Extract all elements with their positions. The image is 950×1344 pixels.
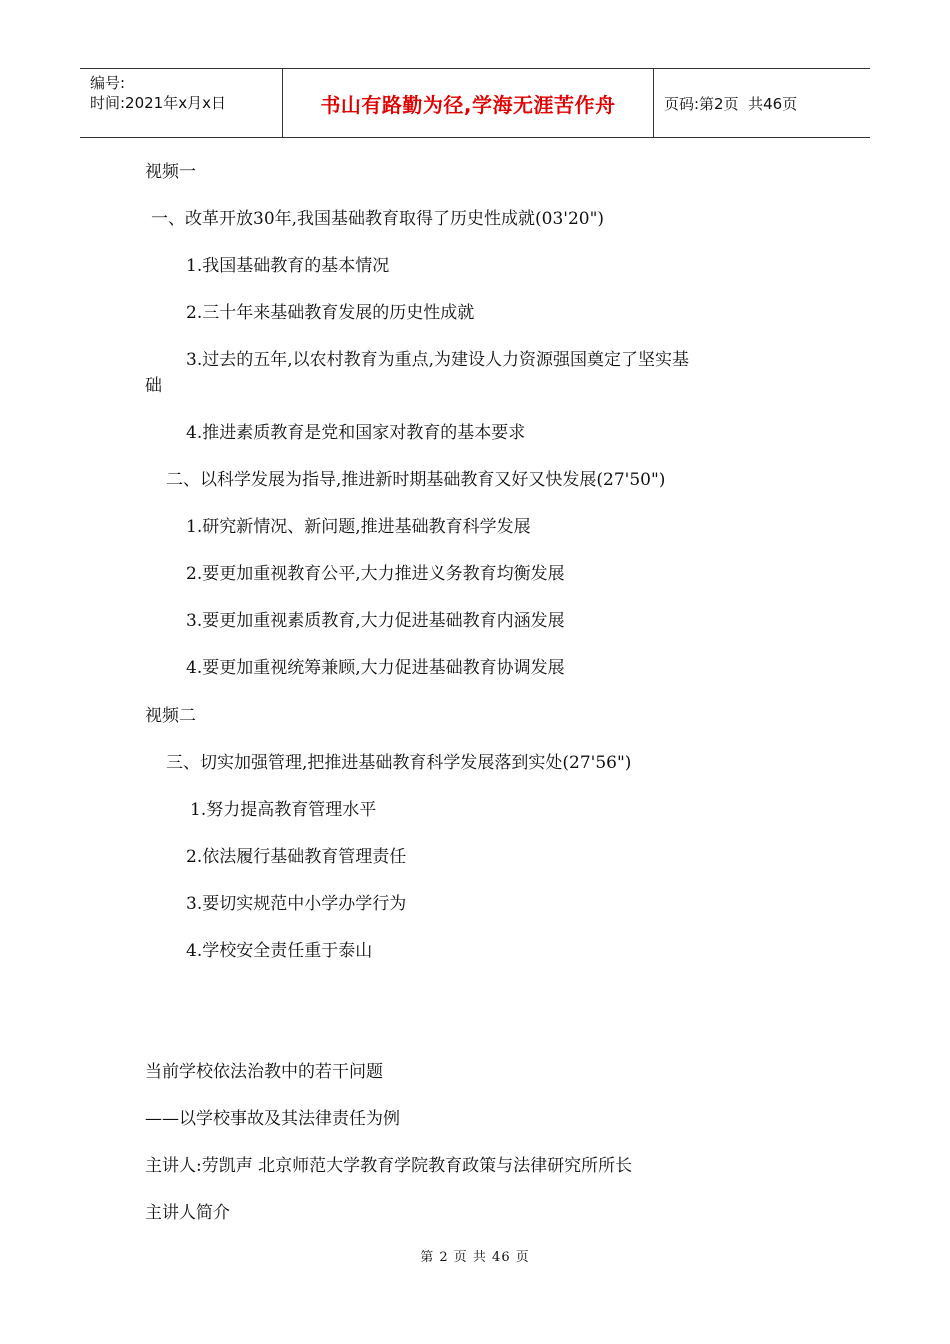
header-motto-cell bbox=[282, 69, 654, 137]
page-footer bbox=[0, 1246, 950, 1265]
header-page-number: 页码:第2页 共46页 bbox=[664, 94, 798, 113]
section-one-item-2: 2.三十年来基础教育发展的历史性成就 bbox=[186, 303, 475, 323]
document-date-label: 时间:2021年x月x日 bbox=[90, 94, 226, 112]
video-two-heading: 视频二 bbox=[145, 706, 196, 726]
header-page-cell bbox=[654, 69, 870, 137]
section-two-title: 二、以科学发展为指导,推进新时期基础教育又好又快发展(27'50") bbox=[166, 470, 666, 490]
video-one-heading: 视频一 bbox=[145, 162, 196, 182]
section-two-item-2: 2.要更加重视教育公平,大力推进义务教育均衡发展 bbox=[186, 564, 565, 584]
speaker-line: 主讲人:劳凯声 北京师范大学教育学院教育政策与法律研究所所长 bbox=[145, 1156, 633, 1176]
lecture-subtitle: ——以学校事故及其法律责任为例 bbox=[145, 1109, 400, 1129]
section-one-item-3: 3.过去的五年,以农村教育为重点,为建设人力资源强国奠定了坚实基 bbox=[186, 350, 690, 370]
section-one-item-3-continued: 础 bbox=[145, 376, 162, 396]
section-one-item-1: 1.我国基础教育的基本情况 bbox=[186, 256, 390, 276]
header-motto: 书山有路勤为径,学海无涯苦作舟 bbox=[320, 92, 616, 117]
section-one-item-4: 4.推进素质教育是党和国家对教育的基本要求 bbox=[186, 423, 526, 443]
section-one-title: 一、改革开放30年,我国基础教育取得了历史性成就(03'20") bbox=[151, 209, 605, 229]
speaker-intro-heading: 主讲人简介 bbox=[145, 1203, 230, 1223]
section-three-item-1: 1.努力提高教育管理水平 bbox=[190, 800, 377, 820]
lecture-title: 当前学校依法治教中的若干问题 bbox=[145, 1062, 383, 1082]
section-three-title: 三、切实加强管理,把推进基础教育科学发展落到实处(27'56") bbox=[166, 753, 632, 773]
section-three-item-3: 3.要切实规范中小学办学行为 bbox=[186, 894, 407, 914]
section-two-item-3: 3.要更加重视素质教育,大力促进基础教育内涵发展 bbox=[186, 611, 565, 631]
document-number-label: 编号: bbox=[90, 74, 126, 92]
section-two-item-1: 1.研究新情况、新问题,推进基础教育科学发展 bbox=[186, 517, 531, 537]
footer-page-number: 第 2 页 共 46 页 bbox=[420, 1250, 530, 1265]
page-header bbox=[80, 68, 870, 138]
section-three-item-2: 2.依法履行基础教育管理责任 bbox=[186, 847, 407, 867]
section-two-item-4: 4.要更加重视统筹兼顾,大力促进基础教育协调发展 bbox=[186, 658, 565, 678]
section-three-item-4: 4.学校安全责任重于泰山 bbox=[186, 941, 373, 961]
header-meta bbox=[80, 69, 282, 137]
